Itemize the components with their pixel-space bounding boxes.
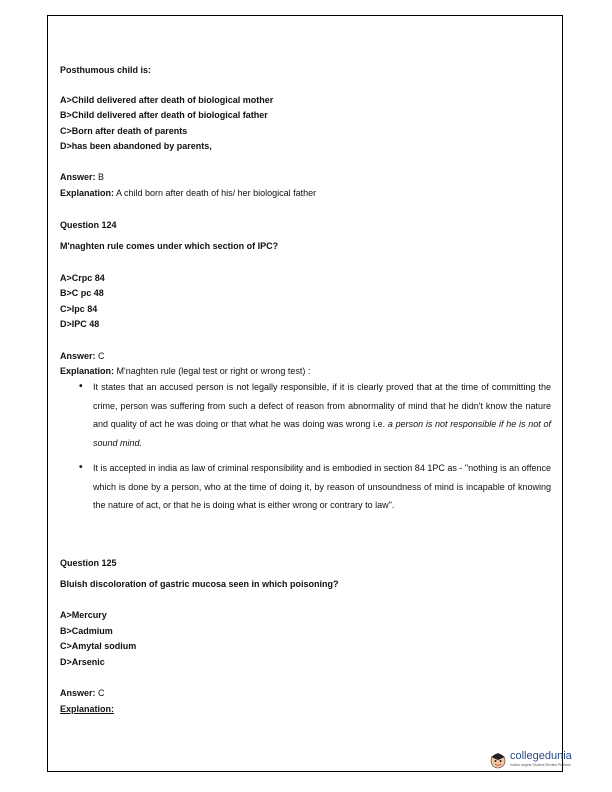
q124-answer <box>60 351 105 362</box>
q123-option-d: D>has been abandoned by parents, <box>60 141 212 151</box>
q125-question: Bluish discoloration of gastric mucosa seen in which poisoning? <box>60 579 339 589</box>
answer-value: C <box>95 688 105 698</box>
q125-answer <box>60 688 105 699</box>
bullet-dot: • <box>79 462 83 473</box>
q125-option-b: B>Cadmium <box>60 626 113 636</box>
brand-tagline: India's largest Student Review Platform <box>510 763 571 767</box>
q124-option-c: C>Ipc 84 <box>60 304 98 314</box>
collegedunia-logo <box>488 748 572 778</box>
q125-number: Question 125 <box>60 558 117 568</box>
q124-explanation <box>60 366 310 377</box>
q124-option-b: B>C pc 48 <box>60 288 104 298</box>
q125-explanation-label: Explanation: <box>60 704 115 714</box>
brand-name: collegedunia <box>510 750 572 762</box>
q124-bullet-2 <box>79 459 551 515</box>
q124-bullet-1 <box>79 378 551 453</box>
q123-explanation <box>60 188 316 199</box>
answer-label: Answer: <box>60 172 96 182</box>
answer-value: C <box>95 351 105 361</box>
q125-option-a: A>Mercury <box>60 610 107 620</box>
bullet-main-text: It states that an accused person is not legally responsible, if it is clearly proved that at the time of committing the crime, person was suffering from such a defect of reason from abnormality of mind that he didn't know the nature and quality of act he was doing or that what he was doing was wrong i.e. <box>93 382 551 430</box>
bullet-text <box>93 378 551 453</box>
q123-option-b: B>Child delivered after death of biological father <box>60 110 268 120</box>
explanation-label: Explanation: <box>60 188 115 198</box>
q124-option-d: D>IPC 48 <box>60 319 100 329</box>
bullet-dot: • <box>79 381 83 392</box>
explanation-text: M'naghten rule (legal test or right or wrong test) : <box>114 366 311 376</box>
explanation-label: Explanation: <box>60 366 115 376</box>
bullet-text: It is accepted in india as law of criminal responsibility and is embodied in section 84 1PC as - "nothing is an offence which is done by a person, who at the time of doing it, by reason of unsoundness of mind is incapable of knowing the nature of act, or that he is doing what is either wrong or contrary to law". <box>93 463 551 511</box>
q123-option-a: A>Child delivered after death of biological mother <box>60 95 274 105</box>
bullet-italic-text: a person is not responsible if he is not of sound mind. <box>93 419 551 449</box>
answer-label: Answer: <box>60 688 96 698</box>
mascot-icon <box>488 750 508 770</box>
answer-label: Answer: <box>60 351 96 361</box>
q123-option-c: C>Born after death of parents <box>60 126 188 136</box>
q123-question: Posthumous child is: <box>60 65 152 75</box>
q124-number: Question 124 <box>60 220 117 230</box>
explanation-text: A child born after death of his/ her biological father <box>114 188 317 198</box>
q123-answer <box>60 172 104 183</box>
q125-option-d: D>Arsenic <box>60 657 105 667</box>
q125-option-c: C>Amytal sodium <box>60 641 137 651</box>
answer-value: B <box>95 172 105 182</box>
q124-question: M'naghten rule comes under which section of IPC? <box>60 241 279 251</box>
q124-option-a: A>Crpc 84 <box>60 273 105 283</box>
